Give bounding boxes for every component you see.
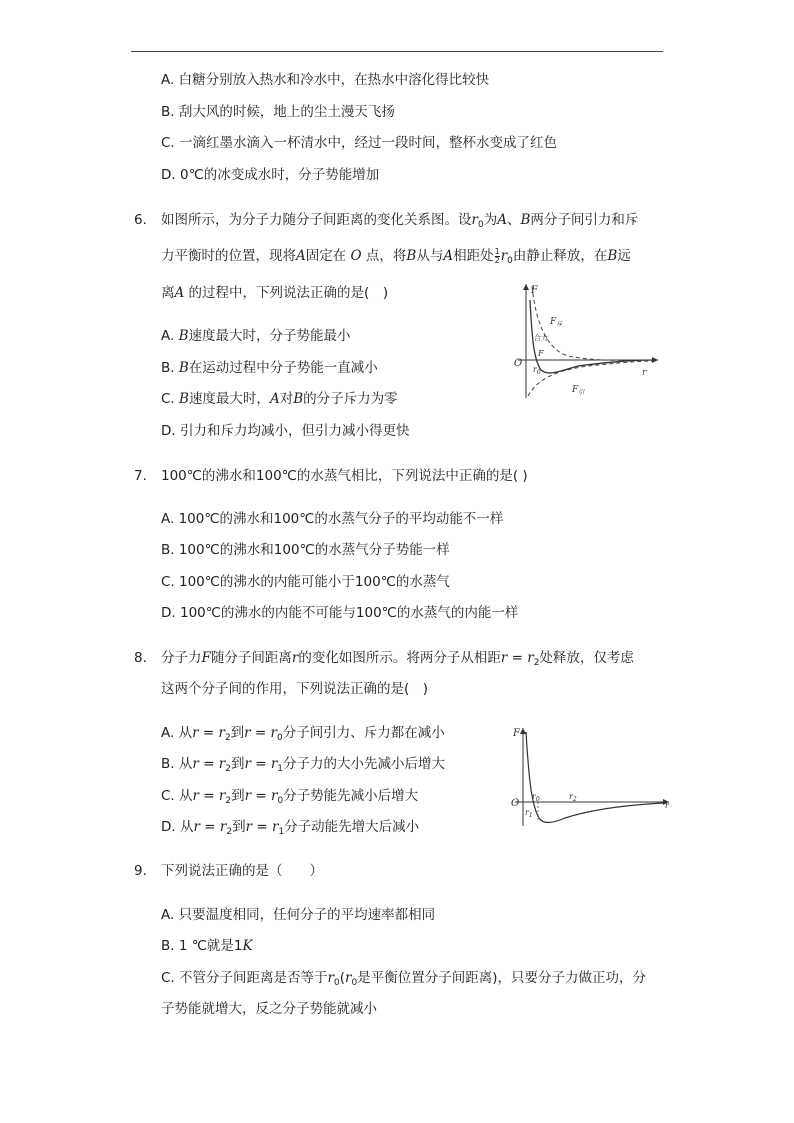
q8-fig-f-label: F — [513, 728, 520, 739]
q6-stem-line2: 力平衡时的位置，现将A固定在 O 点，将B从与A相距处 $\frac{1}{2}$ $r_0$由静止释放，在B远 — [161, 246, 631, 266]
q8-option-c: C. 从$r = r_2$到$r = r_0$分子势能先减小后增大 — [161, 788, 419, 806]
q6-fig-r-label: r — [642, 368, 647, 378]
q6-stem-line3: 离A 的过程中，下列说法正确的是( ) — [161, 285, 389, 301]
q8-force-diagram — [505, 722, 675, 830]
q6-fig-f-label: F — [531, 285, 538, 296]
q8-fig-r1-label: $r_1$ — [525, 808, 533, 819]
q6-number: 6. — [134, 212, 147, 228]
q7-option-b: B. 100℃的沸水和100℃的水蒸气分子势能一样 — [161, 542, 450, 558]
q6-fig-attract-label: $F_引$ — [572, 385, 585, 396]
q9-stem: 下列说法正确的是（ ） — [161, 863, 323, 879]
q8-stem-line1: 分子力F随分子间距离r的变化如图所示。将两分子从相距$r = r_2$处释放，仅考虑 — [161, 650, 634, 668]
q6-fig-repel-label: $F_斥$ — [550, 317, 563, 328]
q8-stem-line2: 这两个分子间的作用，下列说法正确的是( ) — [161, 681, 429, 697]
q5-option-c: C. 一滴红墨水滴入一杯清水中，经过一段时间，整杯水变成了红色 — [161, 135, 558, 151]
q6-stem-line1: 如图所示，为分子力随分子间距离的变化关系图。设$r_0$为A、B两分子间引力和斥 — [161, 212, 639, 230]
q6-force-diagram — [508, 280, 668, 410]
q5-option-d: D. 0℃的冰变成水时，分子势能增加 — [161, 167, 380, 183]
q9-option-a: A. 只要温度相同，任何分子的平均速率都相同 — [161, 907, 436, 923]
q6-fig-r0-label: $r_0$ — [533, 365, 541, 376]
q8-option-a: A. 从$r = r_2$到$r = r_0$分子间引力、斥力都在减小 — [161, 725, 445, 743]
q6-fig-origin-label: O — [514, 358, 523, 369]
q6-fig-net-label: 合力 — [534, 334, 548, 342]
q9-option-b: B. 1 ℃就是1K — [161, 938, 253, 954]
q5-option-a: A. 白糖分别放入热水和冷水中，在热水中溶化得比较快 — [161, 72, 490, 88]
q7-stem: 100℃的沸水和100℃的水蒸气相比，下列说法中正确的是( ) — [161, 468, 528, 484]
q8-fig-r0-label: $r_0$ — [532, 792, 540, 803]
q7-number: 7. — [134, 468, 147, 484]
fraction-half: $\frac{1}{2}$ — [494, 246, 500, 265]
q7-option-a: A. 100℃的沸水和100℃的水蒸气分子的平均动能不一样 — [161, 511, 504, 527]
q8-option-d: D. 从$r = r_2$到$r = r_1$分子动能先增大后减小 — [161, 819, 420, 837]
q9-number: 9. — [134, 863, 147, 879]
q7-option-d: D. 100℃的沸水的内能不可能与100℃的水蒸气的内能一样 — [161, 605, 519, 621]
q8-fig-r-label: r — [665, 801, 669, 810]
q6-option-a: A. B速度最大时，分子势能最小 — [161, 328, 351, 344]
q6-option-d: D. 引力和斥力均减小，但引力减小得更快 — [161, 423, 410, 439]
q8-fig-origin-label: O — [511, 798, 520, 809]
q6-fig-net-f-label: F — [538, 349, 544, 358]
q9-option-c-line2: 子势能就增大，反之分子势能就减小 — [161, 1001, 377, 1017]
q8-option-b: B. 从$r = r_2$到$r = r_1$分子力的大小先减小后增大 — [161, 756, 446, 774]
q6-option-b: B. B在运动过程中分子势能一直减小 — [161, 360, 378, 376]
q8-number: 8. — [134, 650, 147, 666]
q7-option-c: C. 100℃的沸水的内能可能小于100℃的水蒸气 — [161, 574, 450, 590]
header-rule — [131, 51, 663, 52]
q5-option-b: B. 刮大风的时候，地上的尘土漫天飞扬 — [161, 104, 395, 120]
q6-option-c: C. B速度最大时，A对B的分子斥力为零 — [161, 391, 398, 407]
q8-fig-r2-label: $r_2$ — [569, 792, 577, 803]
q9-option-c-line1: C. 不管分子间距离是否等于$r_0(r_0$是平衡位置分子间距离)，只要分子力做正功，分 — [161, 970, 646, 988]
